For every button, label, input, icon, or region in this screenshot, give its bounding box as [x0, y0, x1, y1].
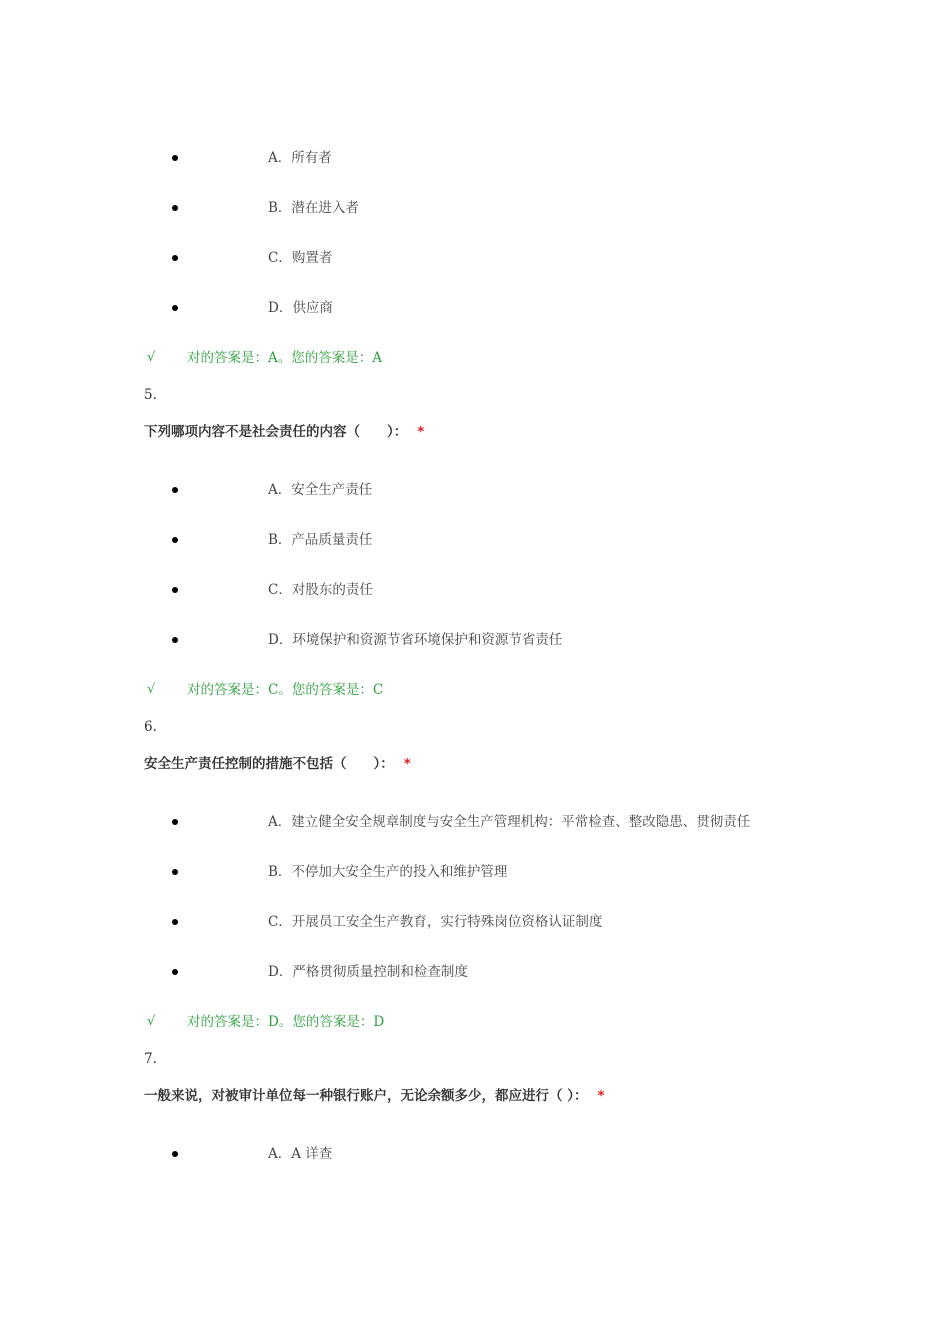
option-label: B．潜在进入者 [268, 200, 359, 216]
question-text: 一般来说，对被审计单位每一种银行账户，无论余额多少，都应进行（ ）： [144, 1088, 588, 1104]
bullet-icon [172, 869, 178, 875]
option-label: A．安全生产责任 [268, 482, 373, 498]
required-star-icon: * [403, 756, 411, 772]
q6-option-b[interactable] [0, 861, 950, 885]
q4-answer-feedback [0, 347, 950, 369]
q7-option-a[interactable] [0, 1143, 950, 1167]
q5-answer-feedback [0, 679, 950, 701]
q5-option-b[interactable] [0, 529, 950, 553]
q5-number: 5. [144, 387, 157, 403]
option-label: B．不停加大安全生产的投入和维护管理 [268, 864, 508, 880]
option-label: D．环境保护和资源节省环境保护和资源节省责任 [268, 632, 563, 648]
q5-option-d[interactable] [0, 629, 950, 653]
answer-text: 对的答案是：A。您的答案是：A [187, 350, 382, 366]
bullet-icon [172, 637, 178, 643]
option-label: B．产品质量责任 [268, 532, 373, 548]
bullet-icon [172, 1151, 178, 1157]
option-label: A．A 详查 [268, 1146, 333, 1162]
check-icon: √ [147, 682, 156, 697]
answer-text: 对的答案是：D。您的答案是：D [187, 1014, 385, 1030]
bullet-icon [172, 155, 178, 161]
required-star-icon: * [417, 424, 425, 440]
q4-option-b[interactable] [0, 197, 950, 221]
q6-answer-feedback [0, 1011, 950, 1033]
q5-option-a[interactable] [0, 479, 950, 503]
option-label: A．所有者 [268, 150, 332, 166]
option-label: D．供应商 [268, 300, 333, 316]
question-text: 安全生产责任控制的措施不包括（ ）： [144, 756, 394, 772]
check-icon: √ [147, 1014, 156, 1029]
q6-option-a[interactable] [0, 811, 950, 835]
bullet-icon [172, 919, 178, 925]
option-label: D．严格贯彻质量控制和检查制度 [268, 964, 468, 980]
option-label: C．购置者 [268, 250, 333, 266]
question-text: 下列哪项内容不是社会责任的内容（ ）： [144, 424, 408, 440]
q4-option-a[interactable] [0, 147, 950, 171]
bullet-icon [172, 819, 178, 825]
q6-number: 6. [144, 719, 157, 735]
bullet-icon [172, 205, 178, 211]
q5-title [144, 421, 424, 443]
bullet-icon [172, 255, 178, 261]
q7-title [144, 1085, 605, 1107]
bullet-icon [172, 969, 178, 975]
option-label: C．开展员工安全生产教育，实行特殊岗位资格认证制度 [268, 914, 603, 930]
bullet-icon [172, 305, 178, 311]
bullet-icon [172, 487, 178, 493]
q5-option-c[interactable] [0, 579, 950, 603]
answer-text: 对的答案是：C。您的答案是：C [187, 682, 384, 698]
bullet-icon [172, 537, 178, 543]
option-label: A．建立健全安全规章制度与安全生产管理机构：平常检查、整改隐患、贯彻责任 [268, 814, 751, 830]
q4-option-d[interactable] [0, 297, 950, 321]
q6-title [144, 753, 411, 775]
required-star-icon: * [597, 1088, 605, 1104]
q6-option-d[interactable] [0, 961, 950, 985]
option-label: C．对股东的责任 [268, 582, 373, 598]
q7-number: 7. [144, 1051, 157, 1067]
q6-option-c[interactable] [0, 911, 950, 935]
bullet-icon [172, 587, 178, 593]
check-icon: √ [147, 350, 156, 365]
q4-option-c[interactable] [0, 247, 950, 271]
